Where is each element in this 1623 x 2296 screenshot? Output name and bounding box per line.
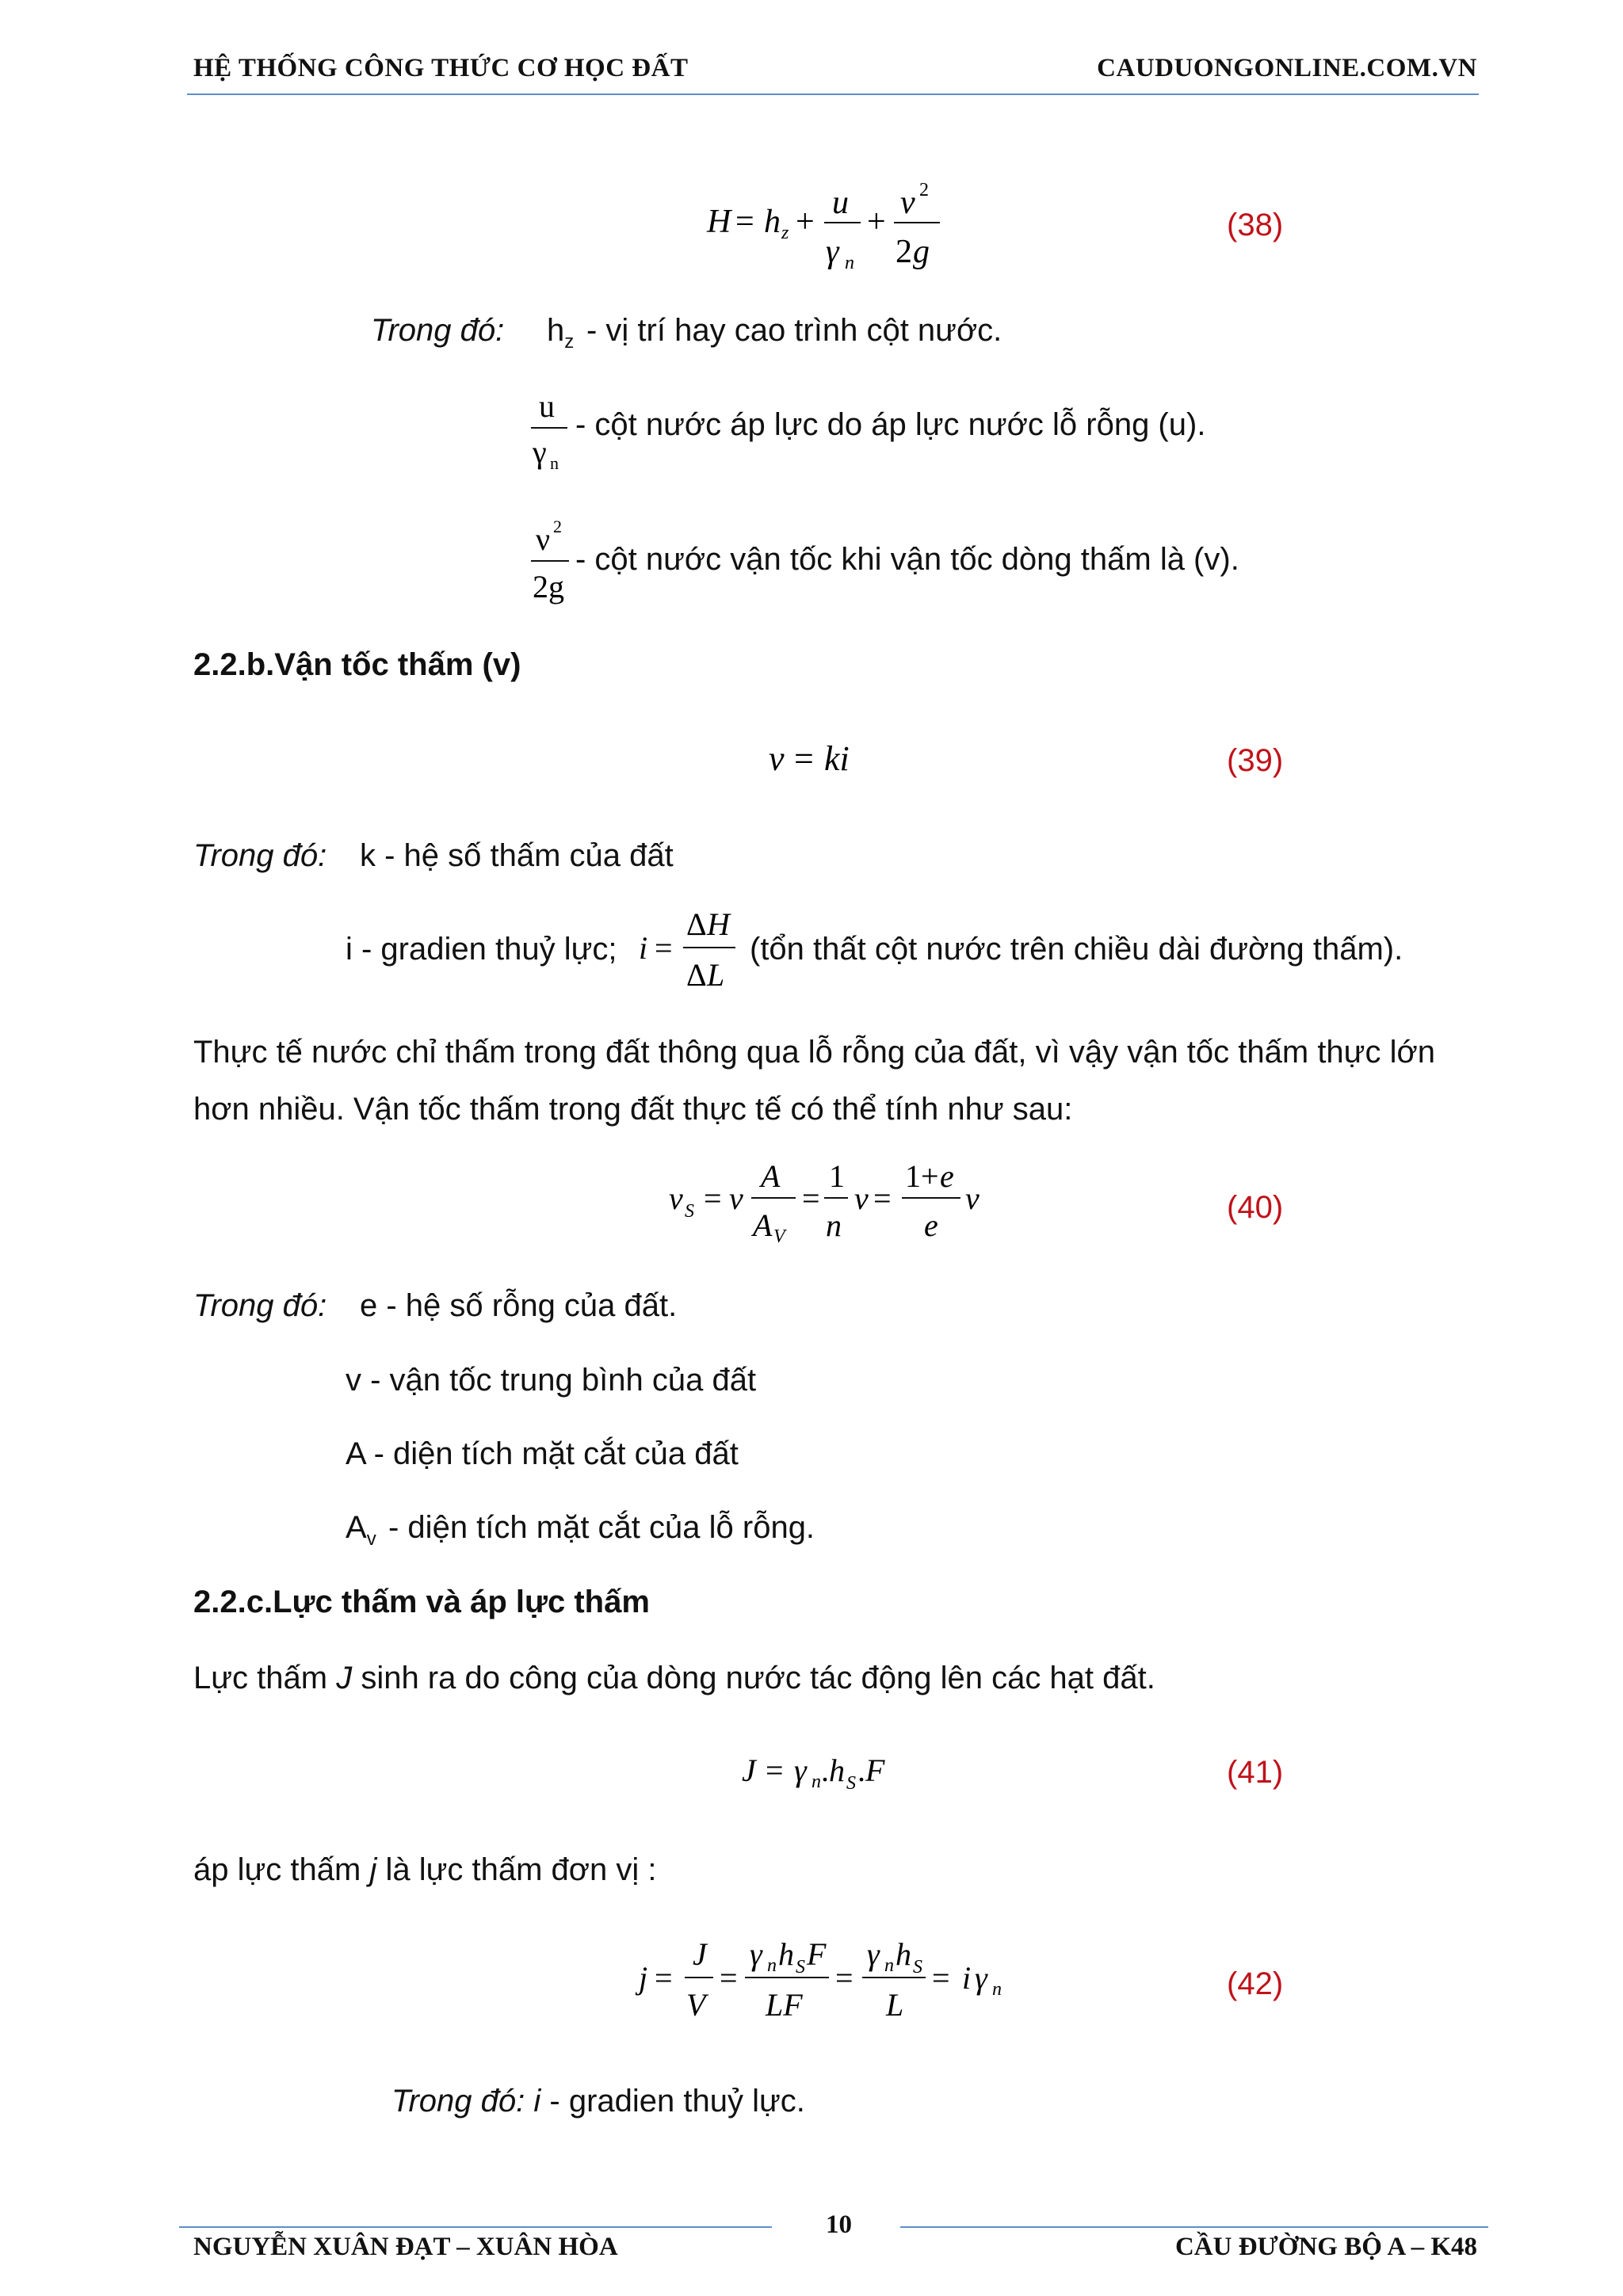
svg-text:2: 2 <box>896 234 912 270</box>
svg-text:F: F <box>865 1753 885 1788</box>
svg-text:v: v <box>769 739 785 778</box>
svg-text:ki: ki <box>824 739 850 778</box>
i-gradient-formula <box>634 903 739 998</box>
header-divider <box>187 93 1479 95</box>
svg-text:+: + <box>796 204 815 240</box>
svg-text:S: S <box>796 1957 805 1978</box>
svg-text:n: n <box>845 253 854 273</box>
svg-text:J: J <box>742 1753 756 1788</box>
seepage-force-intro-suffix: sinh ra do công của dòng nước tác động lên các hạt đất. <box>361 1661 1155 1695</box>
svg-text:v: v <box>900 185 915 221</box>
svg-text:2: 2 <box>919 180 929 200</box>
svg-text:γ: γ <box>975 1960 987 1996</box>
footer-divider-left <box>179 2226 772 2228</box>
section-c-title: 2.2.c.Lực thấm và áp lực thấm <box>193 1585 650 1619</box>
eq38-where-label: Trong đó: <box>371 313 505 348</box>
equation-42 <box>634 1933 1014 2036</box>
eq42-where-label: Trong đó: <box>391 2084 525 2119</box>
footer-divider-right <box>900 2226 1488 2228</box>
svg-text:v: v <box>669 1180 683 1216</box>
svg-text:e: e <box>940 1158 954 1194</box>
svg-text:=: = <box>794 739 814 778</box>
svg-text:A: A <box>761 1158 781 1194</box>
equation-40-number: (40) <box>1227 1190 1284 1225</box>
equation-41 <box>737 1743 911 1806</box>
Av-description: - diện tích mặt cắt của lỗ rỗng. <box>388 1510 815 1545</box>
svg-text:g: g <box>913 234 930 270</box>
i-description-prefix: i - gradien thuỷ lực; <box>346 932 617 967</box>
svg-text:.: . <box>857 1753 865 1788</box>
svg-text:z: z <box>781 223 789 243</box>
svg-text:S: S <box>846 1773 856 1794</box>
svg-text:=: = <box>720 1960 738 1996</box>
header-title: HỆ THỐNG CÔNG THỨC CƠ HỌC ĐẤT <box>193 54 689 82</box>
page-number: 10 <box>826 2210 852 2239</box>
svg-text:1+: 1+ <box>905 1158 939 1194</box>
footer-authors: NGUYỄN XUÂN ĐẠT – XUÂN HÒA <box>193 2233 618 2261</box>
v-description: - cột nước vận tốc khi vận tốc dòng thấm là (v). <box>575 542 1239 577</box>
eq40-where-label: Trong đó: <box>193 1288 327 1323</box>
svg-text:γ: γ <box>750 1936 762 1972</box>
A-description: A - diện tích mặt cắt của đất <box>346 1436 739 1471</box>
svg-text:v: v <box>965 1180 980 1216</box>
equation-42-number: (42) <box>1227 1966 1284 2001</box>
svg-text:γ: γ <box>533 434 547 470</box>
svg-text:n: n <box>767 1955 777 1976</box>
svg-text:=: = <box>835 1960 854 1996</box>
svg-text:V: V <box>686 1987 706 2023</box>
seepage-force-intro <box>193 1659 1155 1697</box>
svg-text:n: n <box>826 1207 842 1243</box>
svg-text:2: 2 <box>553 517 562 536</box>
svg-text:A: A <box>753 1207 773 1243</box>
j-symbol: j <box>369 1852 377 1887</box>
svg-text:u: u <box>832 185 849 221</box>
equation-41-number: (41) <box>1227 1755 1284 1790</box>
header-website: CAUDUONGONLINE.COM.VN <box>1097 54 1477 82</box>
eq39-where-label: Trong đó: <box>193 838 327 873</box>
i-description-suffix: (tổn thất cột nước trên chiều dài đường thấm). <box>750 932 1403 967</box>
svg-text:S: S <box>685 1201 694 1222</box>
svg-text:h: h <box>764 204 781 240</box>
svg-text:.: . <box>821 1753 829 1788</box>
svg-text:S: S <box>913 1957 922 1978</box>
svg-text:j: j <box>639 1960 648 1996</box>
equation-40 <box>663 1155 995 1258</box>
svg-text:=: = <box>655 930 673 966</box>
v-mean-description: v - vận tốc trung bình của đất <box>346 1363 757 1398</box>
seepage-pressure-intro-suffix: là lực thấm đơn vị : <box>385 1852 657 1887</box>
equation-38-number: (38) <box>1227 208 1284 242</box>
svg-text:h: h <box>829 1753 845 1788</box>
svg-text:F: F <box>807 1936 827 1972</box>
svg-text:i: i <box>639 930 648 966</box>
section-b-title: 2.2.b.Vận tốc thấm (v) <box>193 647 521 682</box>
J-symbol: J <box>336 1661 353 1695</box>
eq42-where <box>391 2082 805 2120</box>
svg-text:ν: ν <box>536 521 551 557</box>
v-squared-fraction <box>526 515 582 608</box>
seepage-pressure-intro <box>193 1851 656 1889</box>
seepage-force-intro-prefix: Lực thấm <box>193 1661 328 1695</box>
equation-38 <box>697 178 951 281</box>
svg-text:γ: γ <box>794 1753 807 1788</box>
equation-39-number: (39) <box>1227 743 1284 778</box>
svg-text:=: = <box>932 1960 950 1996</box>
svg-text:=: = <box>655 1960 673 1996</box>
u-description: - cột nước áp lực do áp lực nước lỗ rỗng (u). <box>575 407 1206 442</box>
e-description: e - hệ số rỗng của đất. <box>360 1288 678 1323</box>
hz-description: - vị trí hay cao trình cột nước. <box>586 313 1002 348</box>
svg-text:=: = <box>735 204 754 240</box>
svg-text:LF: LF <box>766 1987 803 2023</box>
svg-text:L: L <box>707 957 725 993</box>
svg-text:γ: γ <box>826 234 839 270</box>
svg-text:n: n <box>992 1979 1002 2000</box>
k-description: k - hệ số thấm của đất <box>360 838 674 873</box>
svg-text:n: n <box>884 1955 894 1976</box>
svg-text:=: = <box>766 1753 784 1788</box>
svg-text:h: h <box>778 1936 794 1972</box>
svg-text:V: V <box>773 1226 785 1247</box>
svg-text:Δ: Δ <box>686 957 707 993</box>
hz-symbol: $h_z$ <box>547 313 575 353</box>
svg-text:n: n <box>550 453 559 473</box>
seepage-paragraph: Thực tế nước chỉ thấm trong đất thông qua lỗ rỗng của đất, vì vậy vận tốc thấm thực lớn hơn nhiều. Vận tốc thấm trong đất thực tế có thể tính như sau: <box>193 1035 1435 1127</box>
seepage-pressure-intro-prefix: áp lực thấm <box>193 1852 361 1887</box>
svg-text:v: v <box>729 1180 743 1216</box>
svg-text:h: h <box>896 1936 911 1972</box>
svg-text:i: i <box>962 1960 972 1996</box>
svg-text:2g: 2g <box>533 569 564 605</box>
svg-text:H: H <box>707 204 731 240</box>
svg-text:u: u <box>539 388 555 424</box>
i-gradient-description: - gradien thuỷ lực. <box>549 2084 805 2119</box>
svg-text:γ: γ <box>867 1936 880 1972</box>
svg-text:=: = <box>704 1180 722 1216</box>
svg-text:J: J <box>693 1936 707 1972</box>
svg-text:n: n <box>812 1772 821 1792</box>
svg-text:v: v <box>854 1180 869 1216</box>
svg-text:Δ: Δ <box>686 906 707 942</box>
i-symbol: i <box>533 2084 541 2119</box>
footer-class: CẦU ĐƯỜNG BỘ A – K48 <box>1174 2233 1477 2261</box>
svg-text:=: = <box>802 1180 820 1216</box>
svg-text:H: H <box>707 906 730 942</box>
Av-symbol: $A_v$ <box>346 1510 376 1550</box>
svg-text:e: e <box>924 1207 938 1243</box>
svg-text:L: L <box>886 1987 904 2023</box>
svg-text:=: = <box>873 1180 892 1216</box>
svg-text:+: + <box>867 204 886 240</box>
u-over-gamma-fraction <box>526 387 577 475</box>
svg-text:1: 1 <box>829 1158 845 1194</box>
equation-39 <box>761 729 872 784</box>
